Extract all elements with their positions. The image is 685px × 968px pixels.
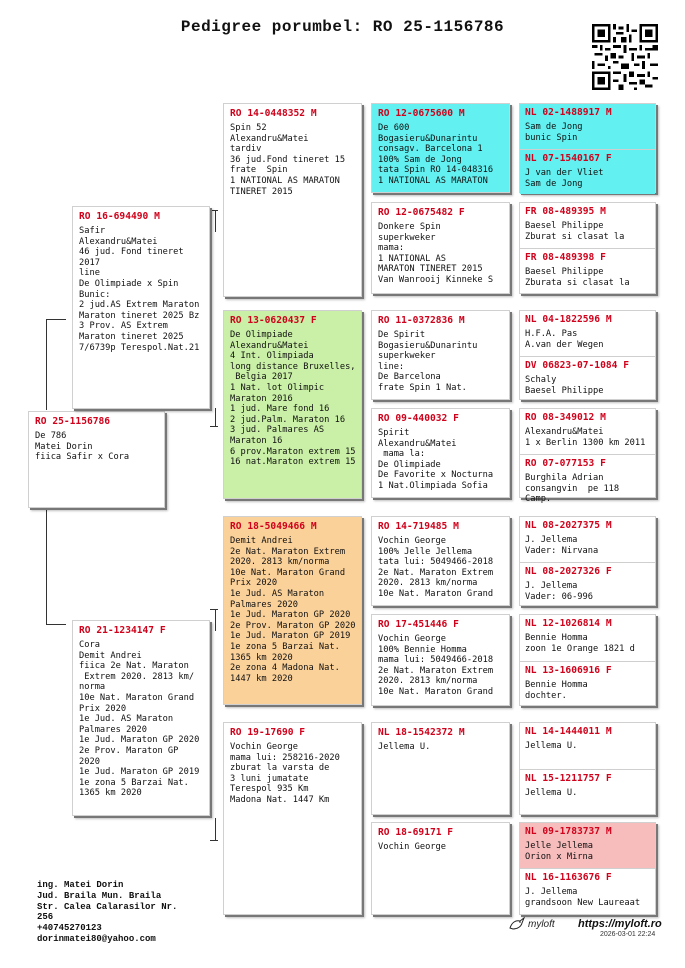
ring-number: NL 04-1822596 M — [525, 314, 612, 325]
pigeon-info: Spirit Alexandru&Matei mama la: De Olimpiade De Favorite x Nocturna 1 Nat.Olimpiada Sofia — [378, 428, 494, 491]
ring-number: RO 12-0675600 M — [378, 108, 465, 119]
ring-number: FR 08-489398 F — [525, 252, 606, 263]
ring-number: RO 21-1234147 F — [79, 625, 166, 636]
gggp-pair-card[interactable] — [519, 310, 656, 400]
pigeon-info: Baesel Philippe Zburat si clasat la — [525, 221, 625, 242]
ring-number: RO 13-0620437 F — [230, 315, 317, 326]
ring-number: RO 08-349012 M — [525, 412, 606, 423]
pigeon-info: De Olimpiade Alexandru&Matei 4 Int. Olimpiada long distance Bruxelles, Belgia 2017 1 Nat. lot Olimpic Maraton 2016 1 jud. Mare fond 16 2 jud.Palm. Maraton 16 3 jud. Palmares AS Maraton 16 6 prov.Maraton extrem 15 16 nat.Maraton extrem 15 — [230, 330, 356, 468]
pigeon-info: J. Jellema grandsoon New Laureaat — [525, 887, 641, 908]
pigeon-info: J. Jellema Vader: 06-996 — [525, 581, 593, 602]
ring-number: RO 09-440032 F — [378, 413, 459, 424]
page-title: Pedigree porumbel: RO 25-1156786 — [180, 18, 505, 36]
pigeon-info: Safir Alexandru&Matei 46 jud. Fond tineret 2017 line De Olimpiade x Spin Bunic: 2 jud.AS Extrem Maraton Maraton tineret 2025 Bz 3 Prov. AS Extrem Maraton tineret 2025 7/6739p Terespol.Nat.21 — [79, 226, 200, 353]
ring-number: NL 15-1211757 F — [525, 773, 612, 784]
great-grandparent-card[interactable] — [371, 310, 510, 400]
ring-number: RO 11-0372836 M — [378, 315, 465, 326]
ring-number: RO 19-17690 F — [230, 727, 306, 738]
grandparent-card[interactable] — [223, 310, 362, 499]
ring-number: NL 09-1783737 M — [525, 826, 612, 837]
great-grandparent-card[interactable] — [371, 614, 510, 706]
qr-code-icon — [592, 24, 658, 90]
ring-number: RO 17-451446 F — [378, 619, 459, 630]
pigeon-info: Baesel Philippe Zburata si clasat la — [525, 267, 630, 288]
gggp-pair-card[interactable] — [519, 722, 656, 815]
gggp-pair-card[interactable] — [519, 822, 656, 915]
pigeon-info: Sam de Jong bunic Spin — [525, 122, 583, 143]
grandparent-card[interactable] — [223, 722, 362, 915]
great-grandparent-card[interactable] — [371, 722, 510, 815]
ring-number: RO 25-1156786 — [35, 416, 111, 427]
ring-number: NL 16-1163676 F — [525, 872, 612, 883]
great-grandparent-card[interactable] — [371, 408, 510, 498]
great-grandparent-card[interactable] — [371, 103, 510, 193]
ring-number: DV 06823-07-1084 F — [525, 360, 629, 371]
pigeon-info: J van der Vliet Sam de Jong — [525, 168, 604, 189]
gggp-pair-card[interactable] — [519, 202, 656, 294]
grandparent-card[interactable] — [223, 516, 362, 705]
logo-text: myloft — [528, 918, 555, 930]
pigeon-info: Bennie Homma zoon 1e Orange 1821 d — [525, 633, 635, 654]
pigeon-info: H.F.A. Pas A.van der Wegen — [525, 329, 604, 350]
ring-number: RO 07-077153 F — [525, 458, 606, 469]
dam-card[interactable] — [72, 620, 210, 816]
ring-number: NL 08-2027326 F — [525, 566, 612, 577]
pigeon-logo-icon — [508, 916, 526, 932]
ring-number: NL 08-2027375 M — [525, 520, 612, 531]
pigeon-info: Spin 52 Alexandru&Matei tardiv 36 jud.Fond tineret 15 frate Spin 1 NATIONAL AS MARATON TINERET 2015 — [230, 123, 346, 197]
ring-number: RO 18-5049466 M — [230, 521, 317, 532]
pigeon-info: Jellema U. — [525, 741, 578, 751]
ring-number: RO 16-694490 M — [79, 211, 160, 222]
great-grandparent-card[interactable] — [371, 516, 510, 606]
ring-number: RO 14-719485 M — [378, 521, 459, 532]
ring-number: NL 13-1606916 F — [525, 665, 612, 676]
website-link[interactable]: https://myloft.ro — [578, 918, 662, 930]
ring-number: NL 14-1444011 M — [525, 726, 612, 737]
ring-number: FR 08-489395 M — [525, 206, 606, 217]
gggp-pair-card[interactable] — [519, 103, 656, 193]
pigeon-info: Burghila Adrian consangvin pe 118 Camp. — [525, 473, 620, 505]
pigeon-info: De 786 Matei Dorin fiica Safir x Cora — [35, 431, 130, 463]
gggp-pair-card[interactable] — [519, 516, 656, 606]
pigeon-info: Alexandru&Matei 1 x Berlin 1300 km 2011 — [525, 427, 646, 448]
sire-card[interactable] — [72, 206, 210, 409]
ring-number: NL 18-1542372 M — [378, 727, 465, 738]
myloft-logo — [508, 916, 555, 932]
pigeon-info: Vochin George — [378, 842, 446, 852]
pigeon-info: Vochin George 100% Jelle Jellema tata lui: 5049466-2018 2e Nat. Maraton Extrem 2020. 2813 km/norma 10e Nat. Maraton Grand — [378, 536, 494, 599]
grandparent-card[interactable] — [223, 103, 362, 297]
great-grandparent-card[interactable] — [371, 822, 510, 915]
print-date: 2026-03-01 22:24 — [600, 931, 656, 938]
pigeon-info: De Spirit Bogasieru&Dunarintu superkweker line: De Barcelona frate Spin 1 Nat. — [378, 330, 478, 393]
pigeon-info: De 600 Bogasieru&Dunarintu consagv. Barcelona 1 100% Sam de Jong tata Spin RO 14-048316 1 NATIONAL AS MARATON — [378, 123, 494, 186]
ring-number: NL 07-1540167 F — [525, 153, 612, 164]
ring-number: RO 14-0448352 M — [230, 108, 317, 119]
pigeon-info: Donkere Spin superkweker mama: 1 NATIONAL AS MARATON TINERET 2015 Van Wanrooij Kinneke S — [378, 222, 494, 285]
gggp-pair-card[interactable] — [519, 408, 656, 505]
pigeon-info: J. Jellema Vader: Nirvana — [525, 535, 599, 556]
pigeon-info: Vochin George 100% Bennie Homma mama lui: 5049466-2018 2e Nat. Maraton Extrem 2020. 2813 km/norma 10e Nat. Maraton Grand — [378, 634, 494, 697]
great-grandparent-card[interactable] — [371, 202, 510, 294]
breeder-contact: ing. Matei Dorin Jud. Braila Mun. Braila Str. Calea Calarasilor Nr. 256 +40745270123 dorinmatei80@yahoo.com — [37, 880, 178, 944]
gggp-pair-card[interactable] — [519, 614, 656, 706]
pigeon-info: Bennie Homma dochter. — [525, 680, 588, 701]
ring-number: NL 12-1026814 M — [525, 618, 612, 629]
pigeon-info: Cora Demit Andrei fiica 2e Nat. Maraton Extrem 2020. 2813 km/ norma 10e Nat. Maraton Grand Prix 2020 1e Jud. AS Maraton Palmares 2020 1e Jud. Maraton GP 2020 2e Prov. Maraton GP 2020 1e Jud. Maraton GP 2019 1e zona 5 Barzai Nat. 1365 km 2020 — [79, 640, 200, 799]
subject-card[interactable] — [28, 411, 165, 508]
pigeon-info: Jelle Jellema Orion x Mirna — [525, 841, 593, 862]
ring-number: RO 18-69171 F — [378, 827, 454, 838]
pigeon-info: Jellema U. — [378, 742, 431, 752]
pigeon-info: Schaly Baesel Philippe — [525, 375, 604, 396]
ring-number: RO 12-0675482 F — [378, 207, 465, 218]
ring-number: NL 02-1488917 M — [525, 107, 612, 118]
pigeon-info: Demit Andrei 2e Nat. Maraton Extrem 2020. 2813 km/norma 10e Nat. Maraton Grand Prix 2020 1e Jud. AS Maraton Palmares 2020 1e Jud. Maraton GP 2020 2e Prov. Maraton GP 2020 1e Jud. Maraton GP 2019 1e zona 5 Barzai Nat. 1365 km 2020 2e zona 4 Madona Nat. 1447 km 2020 — [230, 536, 356, 684]
pigeon-info: Vochin George mama lui: 258216-2020 zburat la varsta de 3 luni jumatate Terespol 935 Km Madona Nat. 1447 Km — [230, 742, 340, 805]
pigeon-info: Jellema U. — [525, 788, 578, 798]
